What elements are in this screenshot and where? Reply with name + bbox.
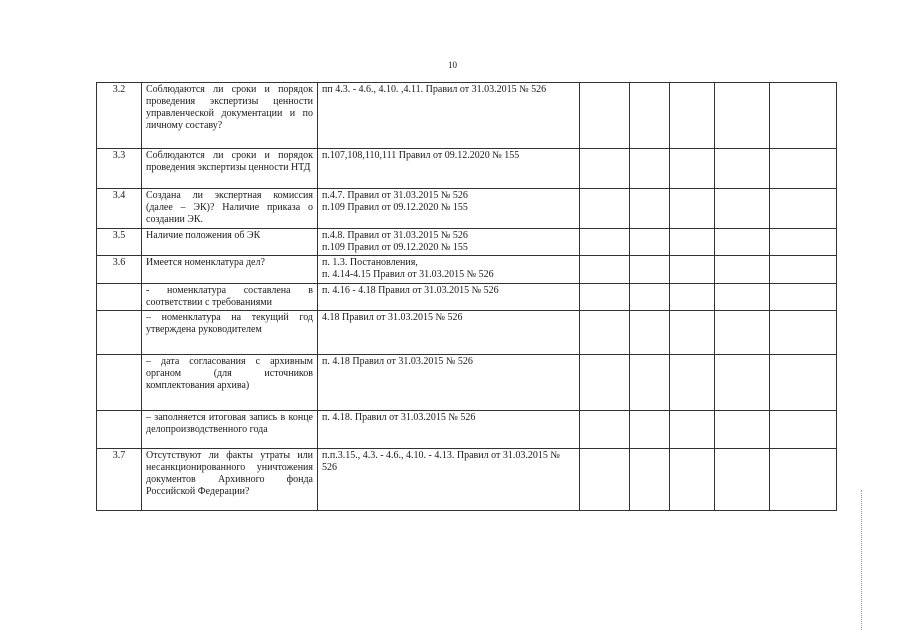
empty-cell [630,256,670,284]
empty-cell [770,83,837,149]
empty-cell [580,311,630,355]
empty-cell [630,83,670,149]
question-cell: Создана ли экспертная комиссия (далее – ЭК)? Наличие приказа о создании ЭК. [142,189,318,229]
checklist-table [96,82,837,511]
empty-cell [630,189,670,229]
question-cell: Соблюдаются ли сроки и порядок проведения экспертизы ценности управленческой документации и по личному составу? [142,83,318,149]
table-row [97,256,837,284]
question-cell: – заполняется итоговая запись в конце делопроизводственного года [142,411,318,449]
question-cell: Соблюдаются ли сроки и порядок проведения экспертизы ценности НТД [142,149,318,189]
empty-cell [715,284,770,311]
empty-cell [630,311,670,355]
item-number-cell [97,355,142,411]
empty-cell [580,256,630,284]
table-row [97,83,837,149]
item-number-cell [97,284,142,311]
question-cell: Отсутствуют ли факты утраты или несанкционированного уничтожения документов Архивного фонда Российской Федерации? [142,449,318,511]
item-number-cell: 3.6 [97,256,142,284]
table-row [97,355,837,411]
empty-cell [630,149,670,189]
reference-cell: п. 4.18 Правил от 31.03.2015 № 526 [318,355,580,411]
empty-cell [715,149,770,189]
question-cell: Наличие положения об ЭК [142,229,318,256]
item-number-cell [97,411,142,449]
empty-cell [670,284,715,311]
empty-cell [715,189,770,229]
page-number: 10 [448,60,457,70]
empty-cell [770,256,837,284]
empty-cell [770,189,837,229]
empty-cell [630,411,670,449]
empty-cell [770,229,837,256]
empty-cell [580,83,630,149]
empty-cell [770,149,837,189]
question-cell: - номенклатура составлена в соответствии с требованиями [142,284,318,311]
empty-cell [670,256,715,284]
empty-cell [630,355,670,411]
table-row [97,189,837,229]
empty-cell [715,256,770,284]
empty-cell [580,189,630,229]
empty-cell [715,449,770,511]
table-row [97,284,837,311]
empty-cell [670,411,715,449]
item-number-cell: 3.5 [97,229,142,256]
item-number-cell: 3.2 [97,83,142,149]
reference-cell: п. 1.3. Постановления, п. 4.14-4.15 Правил от 31.03.2015 № 526 [318,256,580,284]
empty-cell [670,229,715,256]
empty-cell [715,411,770,449]
empty-cell [715,355,770,411]
item-number-cell: 3.4 [97,189,142,229]
reference-cell: п.107,108,110,111 Правил от 09.12.2020 № 155 [318,149,580,189]
question-cell: – номенклатура на текущий год утверждена руководителем [142,311,318,355]
empty-cell [715,229,770,256]
empty-cell [670,189,715,229]
empty-cell [630,284,670,311]
table-row [97,411,837,449]
empty-cell [580,449,630,511]
table-row [97,311,837,355]
empty-cell [630,449,670,511]
reference-cell: п. 4.16 - 4.18 Правил от 31.03.2015 № 526 [318,284,580,311]
reference-cell: 4.18 Правил от 31.03.2015 № 526 [318,311,580,355]
reference-cell: п.4.7. Правил от 31.03.2015 № 526 п.109 Правил от 09.12.2020 № 155 [318,189,580,229]
empty-cell [670,449,715,511]
empty-cell [670,149,715,189]
reference-cell: пп 4.3. - 4.6., 4.10. ,4.11. Правил от 31.03.2015 № 526 [318,83,580,149]
empty-cell [770,284,837,311]
empty-cell [670,355,715,411]
empty-cell [770,411,837,449]
item-number-cell: 3.7 [97,449,142,511]
item-number-cell: 3.3 [97,149,142,189]
table-row [97,449,837,511]
question-cell: – дата согласования с архивным органом (для источников комплектования архива) [142,355,318,411]
table-row [97,149,837,189]
empty-cell [580,229,630,256]
item-number-cell [97,311,142,355]
empty-cell [580,355,630,411]
table-row [97,229,837,256]
reference-cell: п.4.8. Правил от 31.03.2015 № 526 п.109 Правил от 09.12.2020 № 155 [318,229,580,256]
empty-cell [580,411,630,449]
empty-cell [580,284,630,311]
empty-cell [670,83,715,149]
reference-cell: п.п.3.15., 4.3. - 4.6., 4.10. - 4.13. Правил от 31.03.2015 № 526 [318,449,580,511]
empty-cell [715,311,770,355]
empty-cell [580,149,630,189]
empty-cell [670,311,715,355]
empty-cell [715,83,770,149]
reference-cell: п. 4.18. Правил от 31.03.2015 № 526 [318,411,580,449]
question-cell: Имеется номенклатура дел? [142,256,318,284]
empty-cell [770,449,837,511]
empty-cell [770,311,837,355]
empty-cell [770,355,837,411]
scan-edge-line [861,490,862,630]
empty-cell [630,229,670,256]
